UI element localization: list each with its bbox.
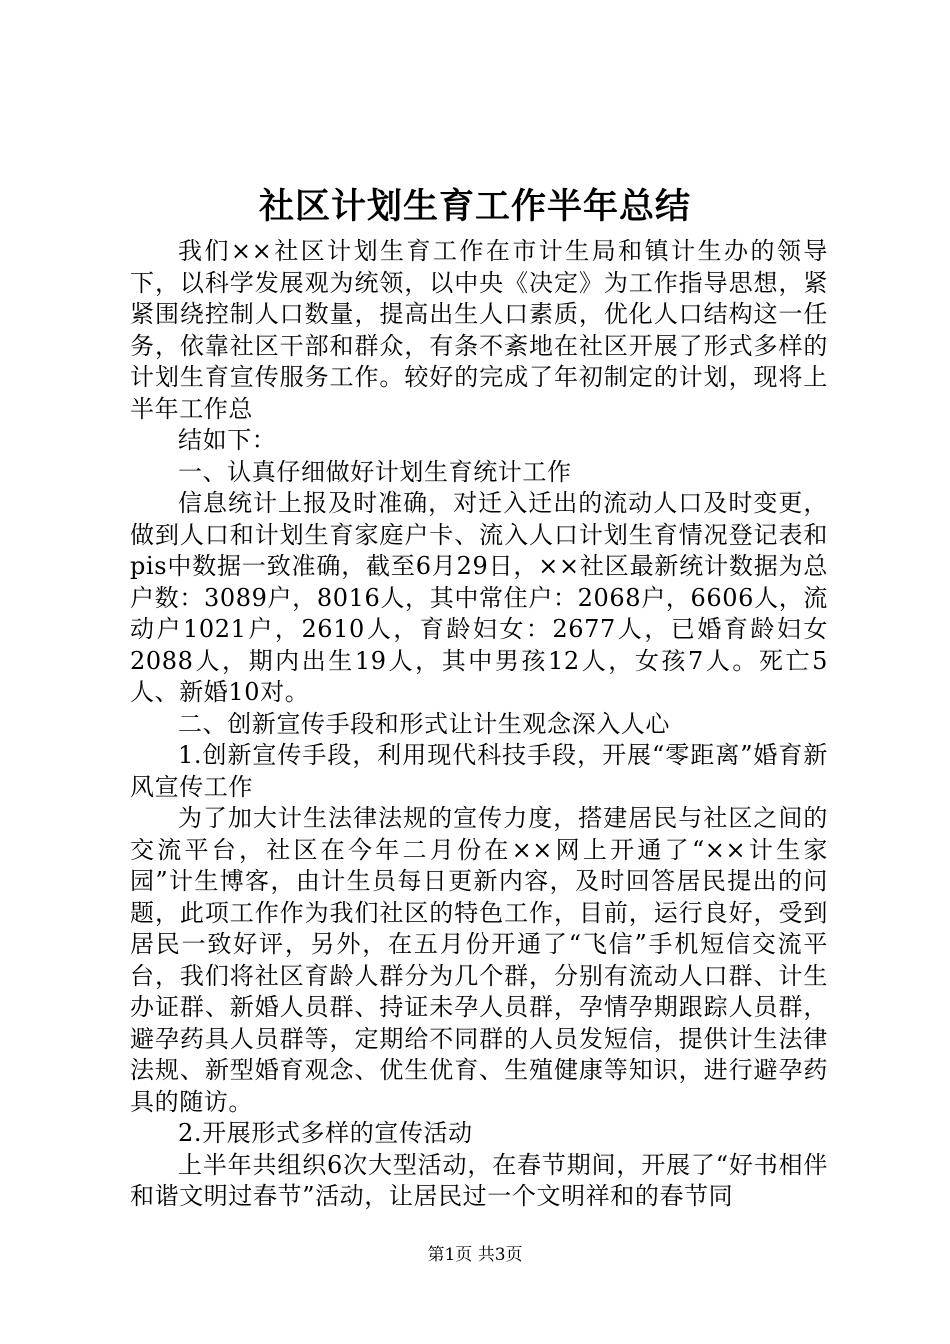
subsection-heading-2: 2.开展形式多样的宣传活动 [178, 1119, 473, 1147]
page-footer: 第1页 共3页 [427, 1245, 523, 1265]
paragraph-intro-continued: 结如下： [178, 426, 277, 454]
paragraph-intro: 我们××社区计划生育工作在市计生局和镇计生办的领导下，以科学发展观为统领，以中央《决定》为工作指导思想，紧紧围绕控制人口数量，提高出生人口素质，优化人口结构这一任务，依靠社区干部和群众，有条不紊地在社区开展了形式多样的计划生育宣传服务工作。较好的完成了年初制定的计划，现将上半年工作总 [130, 237, 828, 423]
paragraph-statistics: 信息统计上报及时准确，对迁入迁出的流动人口及时变更，做到人口和计划生育家庭户卡、流入人口计划生育情况登记表和pis中数据一致准确，截至6月29日，××社区最新统计数据为总户数：3089户，8016人，其中常住户：2068户，6606人，流动户1021户，2610人，育龄妇女：2677人，已婚育龄妇女2088人，期内出生19人，其中男孩12人，女孩7人。死亡5人、新婚10对。 [130, 489, 828, 706]
subsection-heading-1: 1.创新宣传手段，利用现代科技手段，开展“零距离”婚育新风宣传工作 [130, 741, 828, 801]
paragraph-publicity-platform: 为了加大计生法律法规的宣传力度，搭建居民与社区之间的交流平台，社区在今年二月份在××网上开通了“××计生家园”计生博客，由计生员每日更新内容，及时回答居民提出的问题，此项工作作为我们社区的特色工作，目前，运行良好，受到居民一致好评，另外，在五月份开通了“飞信”手机短信交流平台，我们将社区育龄人群分为几个群，分别有流动人口群、计生办证群、新婚人员群、持证未孕人员群，孕情孕期跟踪人员群，避孕药具人员群等，定期给不同群的人员发短信，提供计生法律法规、新型婚育观念、优生优育、生殖健康等知识，进行避孕药具的随访。 [130, 804, 828, 1116]
paragraph-activities: 上半年共组织6次大型活动，在春节期间，开展了“好书相伴和谐文明过春节”活动，让居民过一个文明祥和的春节同 [130, 1150, 828, 1210]
section-heading-2: 二、创新宣传手段和形式让计生观念深入人心 [178, 709, 670, 738]
section-heading-1: 一、认真仔细做好计划生育统计工作 [178, 457, 572, 486]
document-body [130, 236, 828, 1213]
document-title: 社区计划生育工作半年总结 [258, 186, 691, 227]
